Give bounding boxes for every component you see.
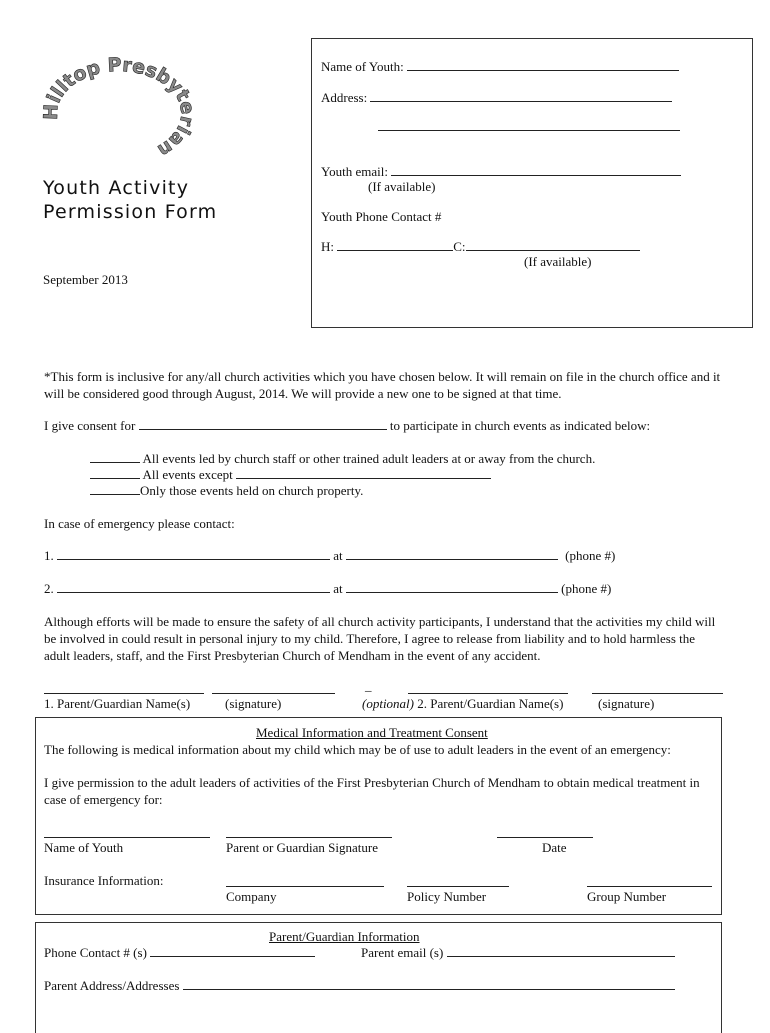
insurance-group-field[interactable] [587, 886, 712, 887]
medical-heading: Medical Information and Treatment Consent [256, 725, 488, 740]
parent-2-signature-label: (signature) [598, 696, 655, 711]
parent-2-signature-field[interactable] [592, 693, 723, 694]
parent-2-name-field[interactable] [408, 693, 568, 694]
consent-suffix: to participate in church events as indicated below: [389, 418, 651, 433]
home-phone-label: H: [321, 239, 334, 254]
cell-phone-label: C: [453, 239, 466, 254]
medical-intro: The following is medical information about my child which may be of use to adult leaders in the event of an emergency: [44, 742, 671, 757]
medical-date-label: Date [542, 840, 567, 855]
contact-2-phone-field[interactable] [346, 591, 558, 593]
parent-2-name-label: 2. Parent/Guardian Name(s) [417, 696, 564, 711]
medical-parent-signature-label: Parent or Guardian Signature [226, 840, 378, 855]
church-logo [40, 42, 200, 172]
contact-1-number: 1. [44, 548, 54, 563]
option-church-property-checkline[interactable] [90, 493, 140, 495]
youth-phone-label: Youth Phone Contact # [321, 209, 442, 224]
parent-1-signature-label: (signature) [225, 696, 282, 711]
medical-date-field[interactable] [497, 837, 593, 838]
contact-1-phone-label: (phone #) [565, 548, 616, 563]
parent-address-label: Parent Address/Addresses [44, 978, 180, 993]
parent-phone-field[interactable] [150, 955, 315, 957]
optional-label: (optional) [362, 696, 414, 711]
option-all-events-checkline[interactable] [90, 461, 140, 463]
consent-youth-field[interactable] [139, 428, 387, 430]
parent-info-heading: Parent/Guardian Information [269, 929, 420, 944]
parent-email-label: Parent email (s) [361, 945, 444, 960]
name-of-youth-label: Name of Youth: [321, 59, 404, 74]
email-note: (If available) [368, 179, 436, 194]
option-except-field[interactable] [236, 477, 491, 479]
address-label: Address: [321, 90, 368, 105]
cell-phone-field[interactable] [466, 249, 640, 251]
contact-2-phone-label: (phone #) [561, 581, 612, 596]
option-all-events-label: All events led by church staff or other trained adult leaders at or away from the church. [142, 451, 596, 466]
contact-1-phone-field[interactable] [346, 558, 558, 560]
parent-1-name-label: 1. Parent/Guardian Name(s) [44, 696, 191, 711]
medical-youth-name-field[interactable] [44, 837, 210, 838]
insurance-company-field[interactable] [226, 886, 384, 887]
insurance-company-label: Company [226, 889, 277, 904]
consent-prefix: I give consent for [44, 418, 136, 433]
parent-1-signature-field[interactable] [212, 693, 335, 694]
contact-1-name-field[interactable] [57, 558, 330, 560]
option-all-except-label: All events except [142, 467, 233, 482]
insurance-policy-label: Policy Number [407, 889, 487, 904]
form-title [43, 176, 217, 224]
contact-1-at: at [333, 548, 343, 563]
emergency-label: In case of emergency please contact: [44, 516, 235, 531]
title-line-2: Permission Form [43, 201, 218, 223]
medical-consent-box [35, 717, 722, 915]
medical-permission: I give permission to the adult leaders of activities of the First Presbyterian Church of Mendham to obtain medical treatment in case of emergency for: [44, 775, 700, 807]
form-date: September 2013 [43, 272, 128, 287]
medical-parent-signature-field[interactable] [226, 837, 392, 838]
option-all-except-checkline[interactable] [90, 477, 140, 479]
title-line-1: Youth Activity [43, 177, 190, 199]
logo-text: Hilltop Presbyterian [40, 54, 199, 162]
parent-address-field[interactable] [183, 988, 675, 990]
insurance-group-label: Group Number [587, 889, 667, 904]
name-of-youth-field[interactable] [407, 69, 679, 71]
contact-2-number: 2. [44, 581, 54, 596]
liability-paragraph: Although efforts will be made to ensure the safety of all church activity participants, I understand that the activities my child will be involved in could result in personal injury to my child. Therefore, I agree to release from liability and to hold harmless the adult leaders, staff, and the First Presbyterian Church of Mendham in the event of any accident. [44, 614, 716, 663]
youth-info-box [311, 38, 753, 328]
home-phone-field[interactable] [337, 249, 453, 251]
insurance-policy-field[interactable] [407, 886, 509, 887]
parent-email-field[interactable] [447, 955, 675, 957]
intro-paragraph: *This form is inclusive for any/all church activities which you have chosen below. It will remain on file in the church office and it will be considered good through August, 2014. We will provide a new one to be signed at that time. [44, 369, 721, 401]
parent-phone-label: Phone Contact # (s) [44, 945, 147, 960]
medical-youth-name-label: Name of Youth [44, 840, 124, 855]
contact-2-name-field[interactable] [57, 591, 330, 593]
contact-2-at: at [333, 581, 343, 596]
parent-1-name-field[interactable] [44, 693, 204, 694]
youth-email-label: Youth email: [321, 164, 388, 179]
signature-dash: _ [365, 678, 372, 693]
insurance-label: Insurance Information: [44, 873, 164, 888]
parent-info-box [35, 922, 722, 1033]
option-church-property-label: Only those events held on church property. [140, 483, 364, 498]
address-field-2[interactable] [378, 129, 680, 131]
youth-email-field[interactable] [391, 174, 681, 176]
svg-text:Hilltop Presbyterian Church [40, 42, 199, 162]
cell-note: (If available) [524, 254, 592, 269]
address-field-1[interactable] [370, 100, 672, 102]
